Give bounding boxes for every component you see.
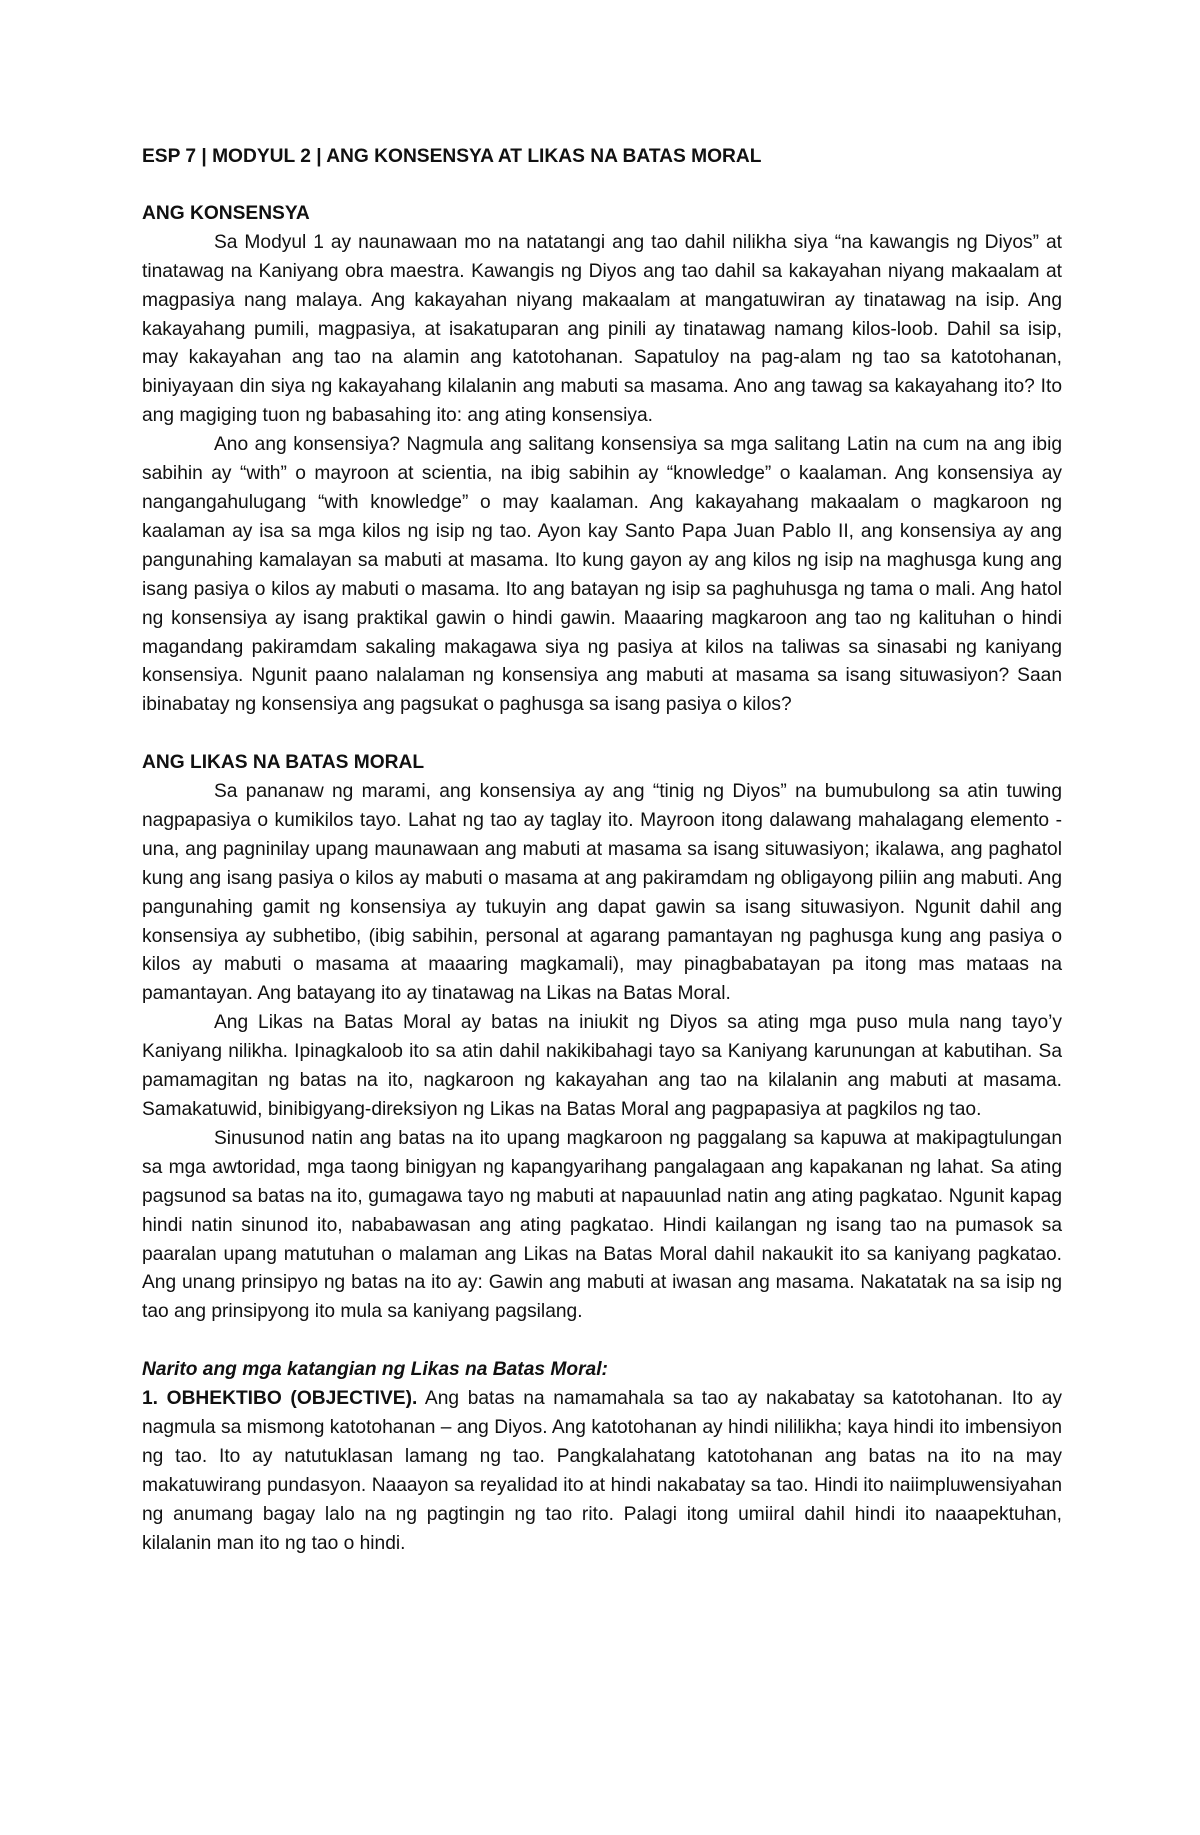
paragraph: Ang Likas na Batas Moral ay batas na iniukit ng Diyos sa ating mga puso mula nang tayo’y Kaniyang nilikha. Ipinagkaloob ito sa atin dahil nakikibahagi tayo sa Kaniyang karunungan at kabutihan. Sa pamamagitan ng batas na ito, nagkaroon ng kakayahan ang tao na kilalanin ang mabuti at masama. Samakatuwid, binibigyang-direksiyon ng Likas na Batas Moral ang pagpapasiya at pagkilos ng tao. — [142, 1012, 1062, 1120]
list-item — [142, 1385, 1062, 1558]
section-likas-na-batas-moral — [142, 749, 1062, 1327]
section-heading-likas-na-batas-moral: ANG LIKAS NA BATAS MORAL — [142, 752, 425, 774]
section-heading-konsensya: ANG KONSENSYA — [142, 202, 310, 224]
paragraph: Ano ang konsensiya? Nagmula ang salitang konsensiya sa mga salitang Latin na cum na ang ibig sabihin ay “with” o mayroon at scientia, na ibig sabihin ay “knowledge” o kaalaman. Ang konsensiya ay nangangahulugang “with knowledge” o may kaalaman. Ang kakayahang makaalam o magkaroon ng kaalaman ay isa sa mga kilos ng isip ng tao. Ayon kay Santo Papa Juan Pablo II, ang konsensiya ay ang pangunahing kamalayan sa mabuti at masama. Ito kung gayon ay ang kilos ng isip na maghusga kung ang isang pasiya o kilos ay mabuti o masama. Ito ang batayan ng isip sa paghuhusga ng tama o mali. Ang hatol ng konsensiya ay isang praktikal gawin o hindi gawin. Maaaring magkaroon ang tao ng kalituhan o hindi magandang pakiramdam sakaling makagawa siya ng pasiya at kilos na taliwas sa sinasabi ng kaniyang konsensiya. Ngunit paano nalalaman ng konsensiya ang mabuti at masama sa isang situwasiyon? Saan ibinabatay ng konsensiya ang pagsukat o paghusga sa isang pasiya o kilos? — [142, 434, 1062, 716]
document-page — [142, 143, 1062, 1558]
document-title: ESP 7 | MODYUL 2 | ANG KONSENSYA AT LIKAS NA BATAS MORAL — [142, 146, 762, 167]
paragraph: Sinusunod natin ang batas na ito upang magkaroon ng paggalang sa kapuwa at makipagtulungan sa mga awtoridad, mga taong binigyan ng kapangyarihang pangalagaan ang kapakanan ng lahat. Sa ating pagsunod sa batas na ito, gumagawa tayo ng mabuti at napauunlad natin ang ating pagkatao. Ngunit kapag hindi natin sinunod ito, nababawasan ang ating pagkatao. Hindi kailangan ng isang tao na pumasok sa paaralan upang matutuhan o malaman ang Likas na Batas Moral dahil nakaukit ito sa kaniyang pagkatao. Ang unang prinsipyo ng batas na ito ay: Gawin ang mabuti at iwasan ang masama. Nakatatak na sa isip ng tao ang prinsipyong ito mula sa kaniyang pagsilang. — [142, 1127, 1062, 1323]
characteristics-list — [142, 1356, 1062, 1558]
section-konsensya — [142, 200, 1062, 720]
paragraph: Sa Modyul 1 ay naunawaan mo na natatangi ang tao dahil nilikha siya “na kawangis ng Diyos” at tinatawag na Kaniyang obra maestra. Kawangis ng Diyos ang tao dahil sa kakayahan niyang makaalam at magpasiya nang malaya. Ang kakayahan niyang makaalam at mangatuwiran ay tinatawag na isip. Ang kakayahang pumili, magpasiya, at isakatuparan ang pinili ay tinatawag namang kilos-loob. Dahil sa isip, may kakayahan ang tao na alamin ang katotohanan. Sapatuloy na pag-alam ng tao sa katotohanan, biniyayaan din siya ng kakayahang kilalanin ang mabuti sa masama. Ano ang tawag sa kakayahang ito? Ito ang magiging tuon ng babasahing ito: ang ating konsensiya. — [142, 231, 1062, 427]
list-item-text: Ang batas na namamahala sa tao ay nakabatay sa katotohanan. Ito ay nagmula sa mismong katotohanan – ang Diyos. Ang katotohanan ay hindi nililikha; kaya hindi ito imbensiyon ng tao. Ito ay natutuklasan lamang ng tao. Pangkalahatang katotohanan ang batas na ito na may makatuwirang pundasyon. Naaayon sa reyalidad ito at hindi nakabatay sa tao. Hindi ito naiimpluwensiyahan ng anumang bagay lalo na ng pagtingin ng tao rito. Palagi itong umiiral dahil hindi ito naaapektuhan, kilalanin man ito ng tao o hindi. — [142, 1388, 1063, 1554]
paragraph: Sa pananaw ng marami, ang konsensiya ay ang “tinig ng Diyos” na bumubulong sa atin tuwing nagpapasiya o kumikilos tayo. Lahat ng tao ay taglay ito. Mayroon itong dalawang mahalagang elemento - una, ang pagninilay upang maunawaan ang mabuti at masama sa isang situwasiyon; ikalawa, ang paghatol kung ang isang pasiya o kilos ay mabuti o masama at ang pakiramdam ng obligayong piliin ang mabuti. Ang pangunahing gamit ng konsensiya ay tukuyin ang dapat gawin sa isang situwasiyon. Ngunit dahil ang konsensiya ay subhetibo, (ibig sabihin, personal at agarang pamantayan ng paghusga kung ang pasiya o kilos ay mabuti o masama at maaaring magkamali), may pinagbabatayan pa itong mas mataas na pamantayan. Ang batayang ito ay tinatawag na Likas na Batas Moral. — [142, 781, 1062, 1005]
characteristics-heading: Narito ang mga katangian ng Likas na Batas Moral: — [142, 1359, 608, 1381]
list-item-label: 1. OBHEKTIBO (OBJECTIVE). — [142, 1388, 418, 1410]
